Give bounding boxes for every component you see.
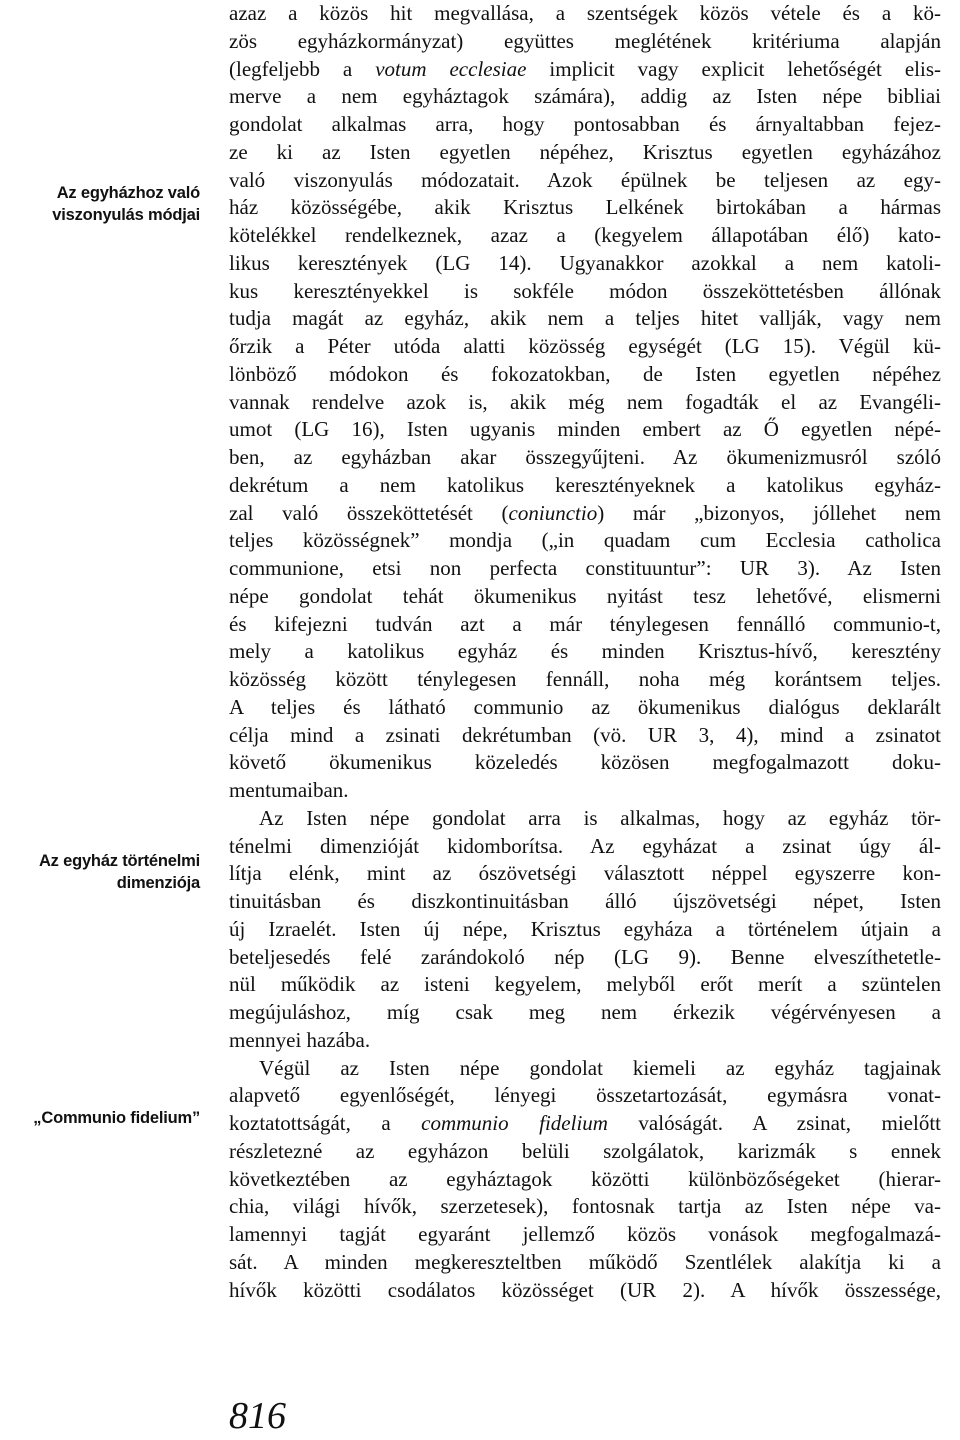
text-line: gondolat alkalmas arra, hogy pontosabban és árnyaltabban fejez- bbox=[229, 112, 941, 136]
text-line: ze ki az Isten egyetlen népéhez, Krisztus egyetlen egyházához bbox=[229, 139, 941, 164]
text-line: merve a nem egyháztagok számára), addig az Isten népe bibliai bbox=[229, 84, 941, 109]
text-line: közösség között ténylegesen fennáll, noha még korántsem teljes. bbox=[229, 667, 941, 691]
text-line: beteljesedés felé zarándokoló nép (LG 9). Benne elveszíthetetle- bbox=[229, 944, 941, 969]
text-line: Az Isten népe gondolat arra is alkalmas, hogy az egyház tör- bbox=[259, 805, 941, 830]
text-line: tudja magát az egyház, akik nem a teljes hitet vallják, vagy nem bbox=[229, 306, 941, 331]
text-line: Végül az Isten népe gondolat kiemeli az egyház tagjainak bbox=[259, 1055, 941, 1080]
text-line: vannak rendelve azok is, akik még nem fogadták el az Evangéli- bbox=[229, 389, 941, 414]
text-line: megújuláshoz, míg csak meg nem érkezik végérvényesen a bbox=[229, 1000, 941, 1024]
text-line: zös egyházkormányzat) együttes meglétének kritériuma alapján bbox=[229, 28, 941, 53]
text-line: nül működik az isteni kegyelem, melyből erőt merít a szüntelen bbox=[229, 972, 941, 997]
italic-term: coniunctio bbox=[508, 500, 598, 525]
text-line: célja mind a zsinati dekrétumban (vö. UR 3, 4), mind a zsinatot bbox=[229, 722, 941, 747]
italic-term: communio fidelium bbox=[421, 1111, 608, 1135]
text-line: koztatottságát, a communio fidelium valóságát. A zsinat, mielőtt bbox=[229, 1111, 941, 1135]
text-line: communione, etsi non perfecta constituuntur”: UR 3). Az Isten bbox=[229, 556, 941, 580]
text-line: és kifejezni tudván azt a már ténylegesen fennálló communio-t, bbox=[229, 611, 941, 636]
text-line: alapvető egyenlőségét, lényegi összetartozását, egymásra vonat- bbox=[229, 1083, 941, 1108]
text-line: A teljes és látható communio az ökumenikus dialógus deklarált bbox=[229, 694, 941, 719]
italic-term: votum ecclesiae bbox=[375, 56, 527, 81]
text-line: népe gondolat tehát ökumenikus nyitást tesz lehetővé, elismerni bbox=[229, 583, 941, 608]
text-line: umot (LG 16), Isten ugyanis minden embert az Ő egyetlen népé- bbox=[229, 417, 941, 442]
margin-note-viszonyulas: Az egyházhoz való viszonyulás módjai bbox=[52, 184, 200, 224]
margin-note-communio-fidelium: „Communio fidelium” bbox=[33, 1109, 200, 1127]
text-line: lítja elénk, mint az ószövetségi választott néppel egyszerre kon- bbox=[229, 861, 941, 886]
text-line: azaz a közös hit megvallása, a szentségek közös vétele és a kö- bbox=[229, 1, 941, 25]
margin-note-tortenelmi-dimenzio: Az egyház történelmi dimenziója bbox=[38, 852, 200, 892]
text-line: dekrétum a nem katolikus keresztényeknek a katolikus egyház- bbox=[229, 472, 941, 497]
text-line: részletezné az egyházon belüli szolgálatok, karizmák s ennek bbox=[229, 1138, 941, 1163]
text-line: ténelmi dimenzióját kidomborítsa. Az egyházat a zsinat úgy ál- bbox=[229, 833, 941, 858]
main-text bbox=[229, 0, 941, 1304]
text-line: ház közösségébe, akik Krisztus Lelkének birtokában a hármas bbox=[229, 195, 941, 220]
text-line: chia, világi hívők, szerzetesek), fontosnak tartja az Isten népe va- bbox=[229, 1194, 941, 1219]
text-line: (legfeljebb a votum ecclesiae implicit vagy explicit lehetőségét elis- bbox=[229, 56, 941, 81]
text-line: likus keresztények (LG 14). Ugyanakkor azokkal a nem katoli- bbox=[229, 250, 941, 275]
text-line: mennyei hazába. bbox=[229, 1027, 371, 1052]
text-line: való viszonyulás módozatait. Azok épülnek be teljesen az egy- bbox=[229, 167, 941, 192]
text-line: őrzik a Péter utóda alatti közösség egységét (LG 15). Végül kü- bbox=[229, 334, 941, 358]
page-number: 816 bbox=[229, 1395, 286, 1437]
text-line: követő ökumenikus közeledés közösen megfogalmazott doku- bbox=[229, 750, 941, 775]
text-line: hívők közötti csodálatos közösséget (UR 2). A hívők összessége, bbox=[229, 1277, 941, 1302]
text-line: ben, az egyházban akar összegyűjteni. Az ökumenizmusról szóló bbox=[229, 445, 941, 469]
text-line: zal való összeköttetését (coniunctio) már „bizonyos, jóllehet nem bbox=[229, 500, 941, 525]
text-line: mentumaiban. bbox=[229, 778, 349, 802]
text-line: kötelékkel rendelkeznek, azaz a (kegyelem állapotában élő) kato- bbox=[229, 223, 941, 247]
text-line: következtében az egyháztagok közötti különbözőségeket (hierar- bbox=[229, 1166, 941, 1191]
text-line: kus keresztényekkel is sokféle módon összeköttetésben állónak bbox=[229, 278, 941, 303]
text-line: lamennyi tagját egyaránt jellemző közös vonások megfogalmazá- bbox=[229, 1222, 941, 1246]
text-line: új Izraelét. Isten új népe, Krisztus egyháza a történelem útjain a bbox=[229, 916, 941, 941]
text-line: teljes közösségnek” mondja („in quadam cum Ecclesia catholica bbox=[229, 528, 941, 553]
text-line: mely a katolikus egyház és minden Krisztus-hívő, keresztény bbox=[229, 639, 941, 664]
text-line: sát. A minden megkereszteltben működő Szentlélek alakítja ki a bbox=[229, 1249, 941, 1274]
text-line: tinuitásban és diszkontinuitásban álló újszövetségi népet, Isten bbox=[229, 889, 941, 913]
text-line: lönböző módokon és fokozatokban, de Isten egyetlen népéhez bbox=[229, 361, 941, 386]
